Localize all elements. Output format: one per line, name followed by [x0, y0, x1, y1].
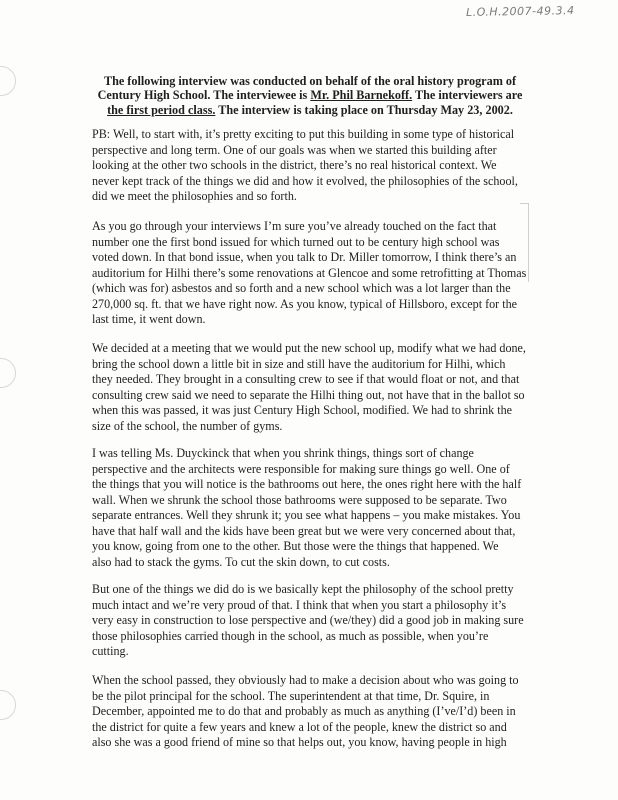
- text-line: also had to stack the gyms. To cut the skin down, to cut costs.: [92, 554, 390, 569]
- text-line: separate entrances. Well they shrunk it; you see what happens – you make mistakes. You: [92, 508, 521, 522]
- text-line: perspective and the architects were responsible for making sure things go well. One of: [92, 461, 510, 476]
- text-line: the things that you will notice is the bathrooms out here, the ones right here with the half: [92, 477, 522, 491]
- paragraph-1: [92, 127, 522, 205]
- text-line: be the pilot principal for the school. The superintendent at that time, Dr. Squire, in: [92, 688, 490, 703]
- text-line: you know, going from one to the other. But those were the things that happened. We: [92, 539, 499, 553]
- punch-hole-bottom: [0, 690, 16, 720]
- text-line: I was telling Ms. Duyckinck that when you shrink things, things sort of change: [92, 446, 474, 460]
- text-line: We decided at a meeting that we would put the new school up, modify what we had done,: [92, 341, 526, 355]
- text-line: bring the school down a little bit in size and still have the auditorium for Hilhi, which: [92, 356, 506, 371]
- text-line: have that half wall and the kids have been great but we were very concerned about that,: [92, 523, 516, 538]
- text-line: never kept track of the things we did and how it evolved, the philosophies of the school,: [92, 173, 518, 188]
- margin-pencil-note: [538, 240, 546, 257]
- punch-hole-top: [0, 66, 16, 96]
- text-line: also she was a good friend of mine so that helps out, you know, having people in high: [92, 735, 507, 749]
- text-line: PB: Well, to start with, it’s pretty exciting to put this building in some type of historical: [92, 127, 515, 141]
- text-line: consulting crew said we need to separate the Hilhi thing out, not have that in the ballot so: [92, 387, 525, 402]
- text-line: perspective and long term. One of our goals was when we started this building after: [92, 142, 497, 157]
- text-line: they needed. They brought in a consulting crew to see if that would float or not, and that: [92, 372, 520, 386]
- text-line: voted down. In that bond issue, when you talk to Dr. Miller tomorrow, I think there’s an: [92, 250, 517, 264]
- text-line: much intact and we’re very proud of that. I think that when you start a philosophy it’s: [92, 597, 507, 612]
- heading-middle: The interviewers are: [412, 88, 523, 103]
- paragraph-5: [92, 582, 522, 660]
- heading-date: The interview is taking place on Thursday May 23, 2002.: [215, 102, 513, 117]
- text-line: those philosophies carried though in the school, as much as possible, when you’re: [92, 628, 489, 643]
- text-line: wall. When we shrunk the school those bathrooms were supposed to be separate. Two: [92, 492, 507, 507]
- interviewee-name: Mr. Phil Barnekoff.: [310, 88, 413, 103]
- text-line: auditorium for Hilhi there’s some renovations at Glencoe and some retrofitting at Thomas: [92, 265, 527, 280]
- text-line: As you go through your interviews I’m sure you’ve already touched on the fact that: [92, 219, 497, 233]
- paragraph-3: [92, 341, 526, 434]
- punch-hole-middle: [0, 358, 16, 388]
- text-line: very easy in construction to lose perspective and (we/they) did a good job in making sure: [92, 613, 524, 627]
- heading-intro: The following interview was conducted on behalf of the oral history program of Century High School. The interviewee is: [97, 74, 517, 103]
- text-line: When the school passed, they obviously had to make a decision about who was going to: [92, 673, 519, 687]
- paragraph-4: [92, 446, 522, 570]
- paragraph-6: [92, 673, 522, 751]
- text-line: size of the school, the number of gyms.: [92, 418, 283, 433]
- text-line: 270,000 sq. ft. that we have right now. As you know, typical of Hillsboro, except for the: [92, 296, 517, 311]
- margin-pencil-scribble: [526, 538, 535, 560]
- text-line: did we meet the philosophies and so forth.: [92, 189, 297, 203]
- text-line: (which was for) asbestos and so forth and a new school which was a lot larger than the: [92, 281, 511, 295]
- text-line: number one the first bond issued for which turned out to be century high school was: [92, 234, 500, 249]
- text-line: But one of the things we did do is we basically kept the philosophy of the school pretty: [92, 582, 514, 596]
- text-line: December, appointed me to do that and probably as much as anything (I’ve/I’d) been in: [92, 704, 516, 718]
- catalog-number: L.O.H.2007-49.3.4: [465, 4, 575, 19]
- interview-heading: [92, 74, 528, 117]
- text-line: the district for quite a few years and knew a lot of the people, knew the district so and: [92, 719, 507, 734]
- text-line: cutting.: [92, 644, 129, 658]
- text-line: last time, it went down.: [92, 312, 206, 326]
- interviewers-name: the first period class.: [107, 102, 216, 117]
- text-line: looking at the other two schools in the district, there’s no real historical context. We: [92, 158, 497, 172]
- text-line: when this was passed, it was just Century High School, modified. We had to shrink the: [92, 403, 513, 417]
- paragraph-2: [92, 219, 527, 328]
